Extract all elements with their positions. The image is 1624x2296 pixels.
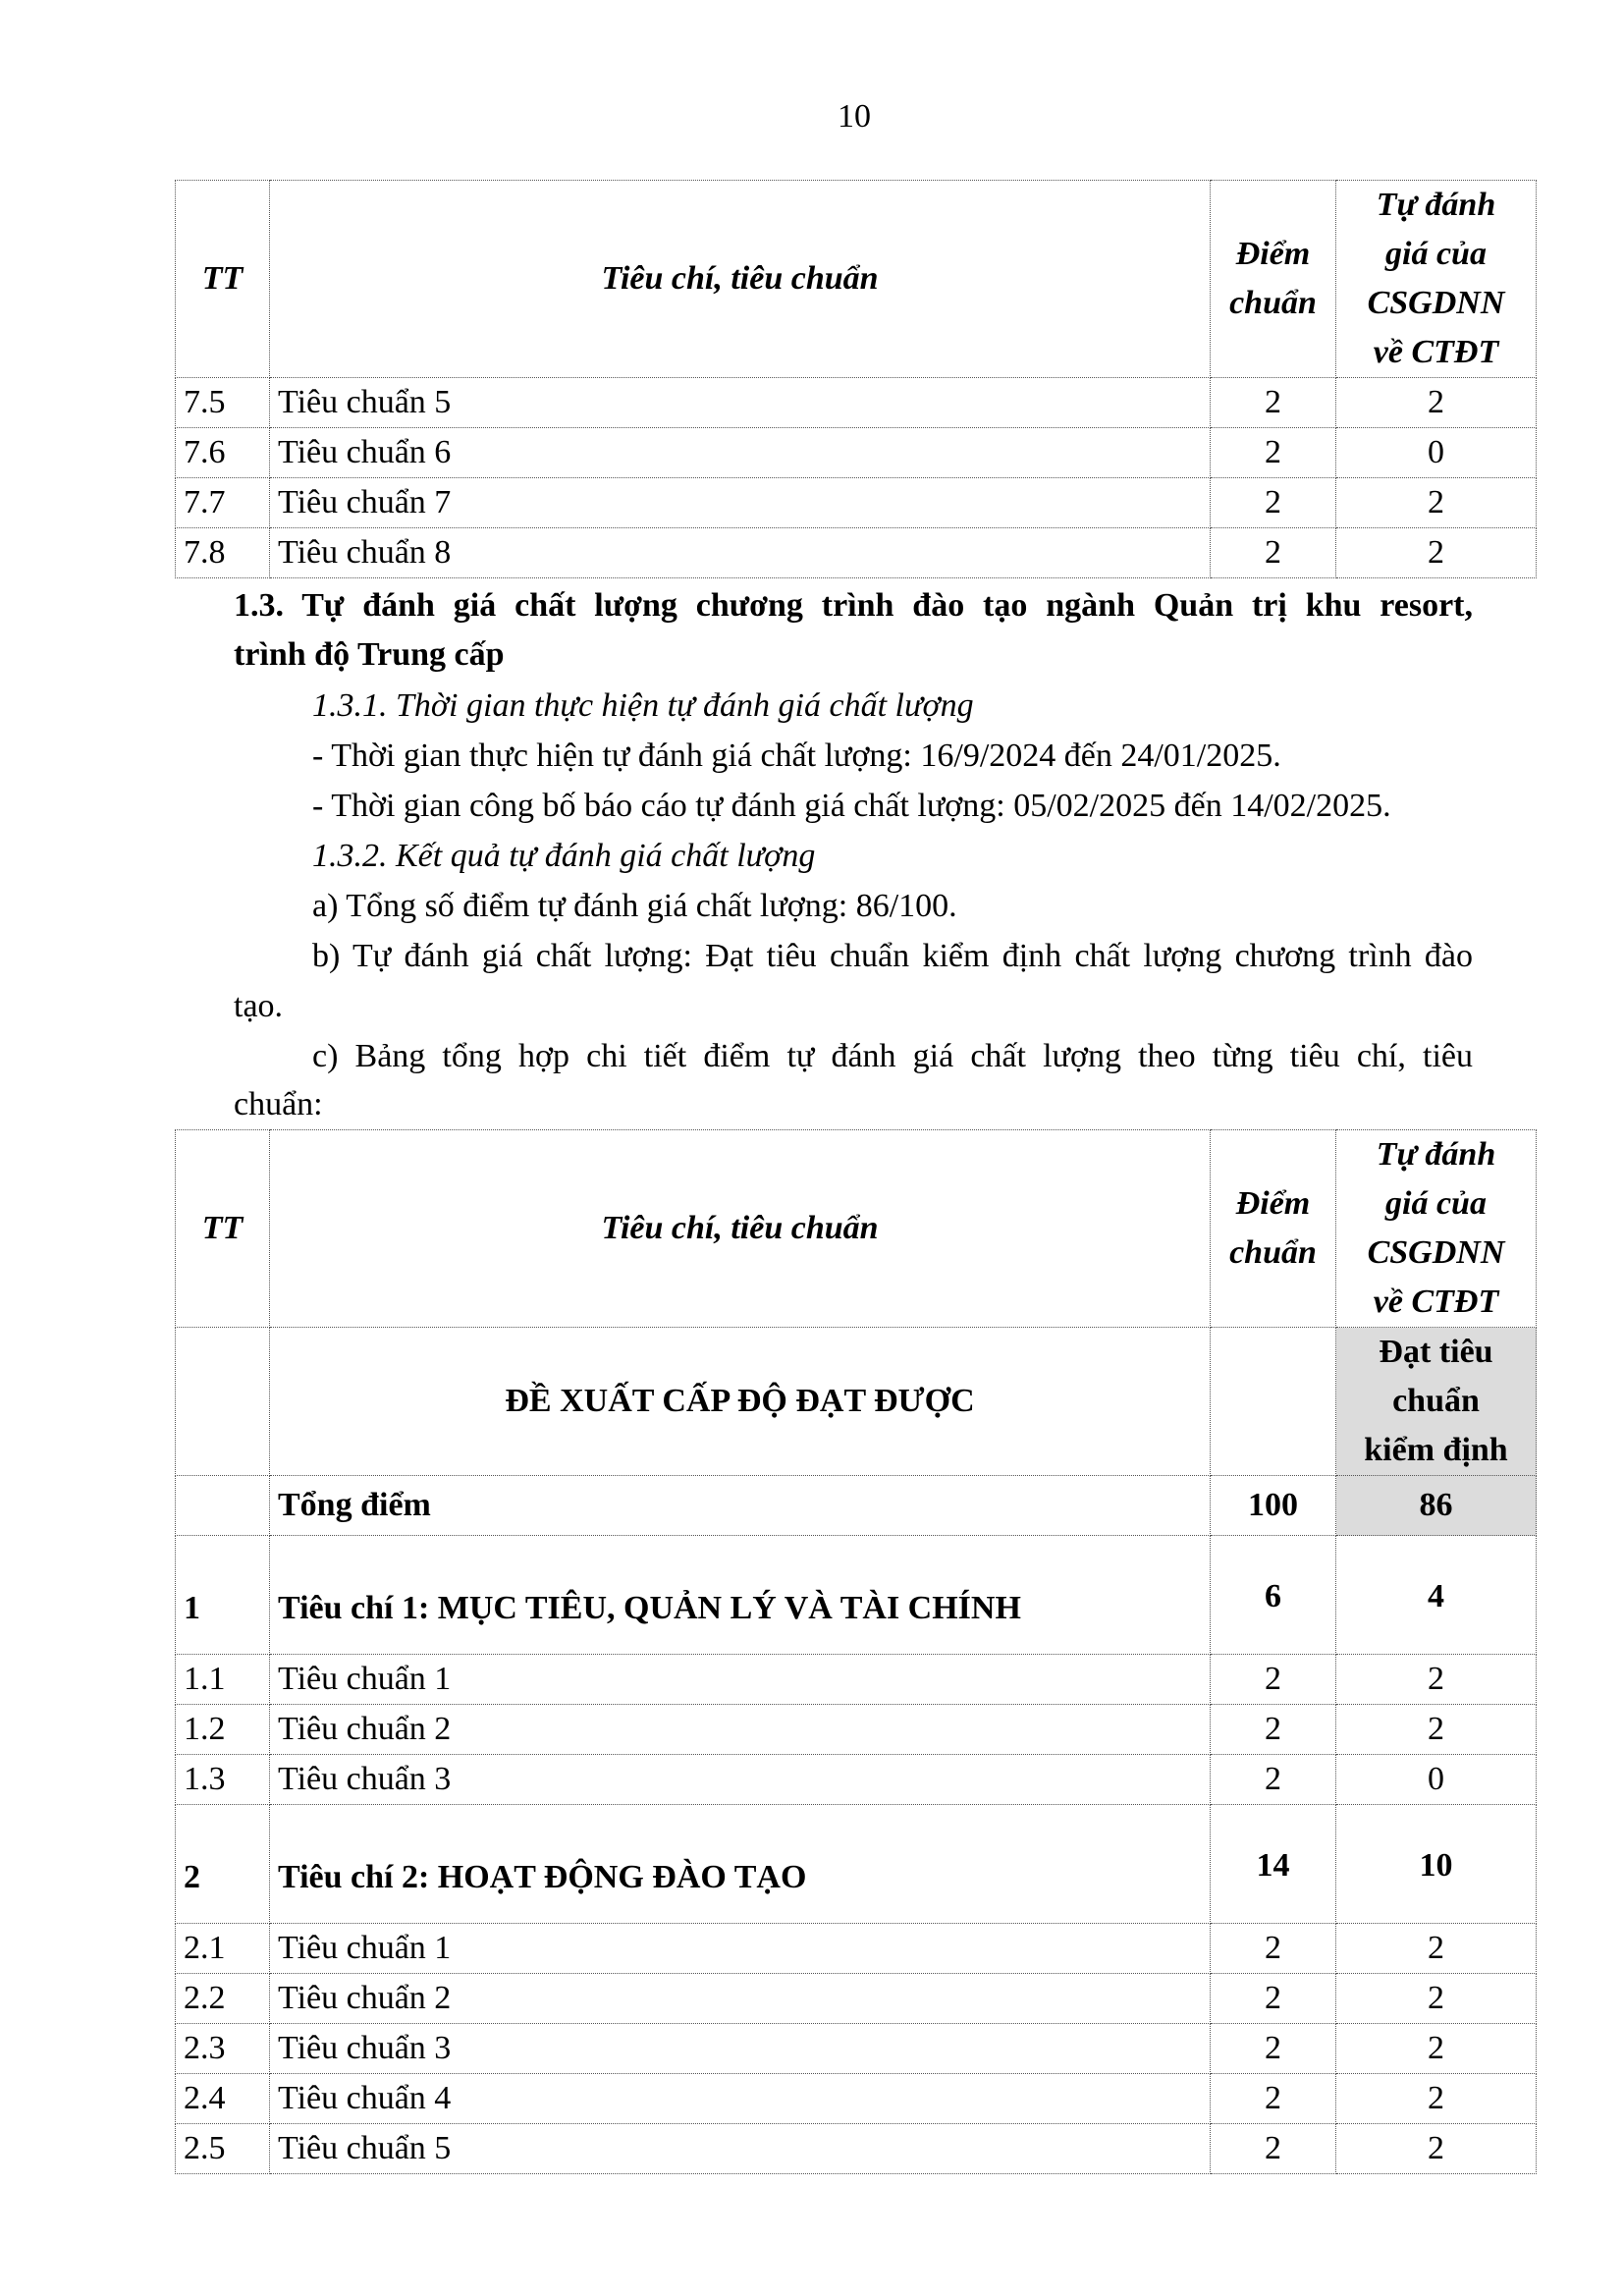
criteria-row — [176, 1805, 1537, 1924]
table-row — [176, 1924, 1537, 1974]
row-name: Tiêu chuẩn 8 — [270, 528, 1211, 578]
section-heading: 1.3. Tự đánh giá chất lượng chương trình đào tạo ngành Quản trị khu resort, — [234, 587, 1473, 624]
table-header-row — [176, 1130, 1537, 1328]
header-standard-score — [1211, 181, 1336, 378]
table-header-row — [176, 181, 1537, 378]
row-std: 2 — [1211, 1705, 1336, 1755]
row-self: 2 — [1336, 478, 1537, 528]
table-row — [176, 1655, 1537, 1705]
row-tt: 2.5 — [176, 2124, 270, 2174]
header-self-eval-line: CSGDNN — [1367, 1234, 1505, 1271]
table-row — [176, 1705, 1537, 1755]
proposal-value-line: Đạt tiêu — [1379, 1334, 1493, 1370]
proposal-label: ĐỀ XUẤT CẤP ĐỘ ĐẠT ĐƯỢC — [270, 1328, 1211, 1476]
row-tt: 1.1 — [176, 1655, 270, 1705]
row-self: 2 — [1336, 378, 1537, 428]
row-self: 2 — [1336, 528, 1537, 578]
row-name: Tiêu chuẩn 3 — [270, 2024, 1211, 2074]
row-std: 2 — [1211, 528, 1336, 578]
row-name: Tiêu chuẩn 5 — [270, 378, 1211, 428]
row-name: Tiêu chuẩn 4 — [270, 2074, 1211, 2124]
header-self-eval-line: Tự đánh — [1376, 187, 1496, 223]
row-std: 2 — [1211, 1974, 1336, 2024]
table-row — [176, 378, 1537, 428]
row-self: 2 — [1336, 2074, 1537, 2124]
score-table-continued — [175, 180, 1537, 578]
time-implementation: - Thời gian thực hiện tự đánh giá chất lượng: 16/9/2024 đến 24/01/2025. — [312, 738, 1281, 774]
proposal-tt — [176, 1328, 270, 1476]
item-b-cont: tạo. — [234, 988, 284, 1024]
total-label: Tổng điểm — [270, 1476, 1211, 1536]
table-row — [176, 2024, 1537, 2074]
row-name: Tiêu chuẩn 1 — [270, 1655, 1211, 1705]
row-name: Tiêu chuẩn 3 — [270, 1755, 1211, 1805]
criteria-row — [176, 1536, 1537, 1655]
header-tt: TT — [176, 1130, 270, 1328]
criteria-self: 4 — [1336, 1536, 1537, 1655]
subsection-result: 1.3.2. Kết quả tự đánh giá chất lượng — [312, 838, 816, 874]
total-self: 86 — [1336, 1476, 1537, 1536]
header-standard-score-line: chuẩn — [1229, 1234, 1317, 1271]
proposal-value — [1336, 1328, 1537, 1476]
row-tt: 7.5 — [176, 378, 270, 428]
row-std: 2 — [1211, 1655, 1336, 1705]
criteria-self: 10 — [1336, 1805, 1537, 1924]
table-row — [176, 1755, 1537, 1805]
criteria-name: Tiêu chí 2: HOẠT ĐỘNG ĐÀO TẠO — [270, 1805, 1211, 1924]
row-tt: 1.3 — [176, 1755, 270, 1805]
row-self: 2 — [1336, 2124, 1537, 2174]
row-self: 2 — [1336, 1705, 1537, 1755]
row-tt: 2.2 — [176, 1974, 270, 2024]
criteria-name: Tiêu chí 1: MỤC TIÊU, QUẢN LÝ VÀ TÀI CHÍNH — [270, 1536, 1211, 1655]
row-tt: 1.2 — [176, 1705, 270, 1755]
item-c-cont: chuẩn: — [234, 1086, 323, 1122]
header-self-eval — [1336, 1130, 1537, 1328]
row-std: 2 — [1211, 1755, 1336, 1805]
header-criteria: Tiêu chí, tiêu chuẩn — [270, 181, 1211, 378]
row-std: 2 — [1211, 2074, 1336, 2124]
header-self-eval-line: về CTĐT — [1373, 334, 1499, 370]
row-name: Tiêu chuẩn 7 — [270, 478, 1211, 528]
row-tt: 2.1 — [176, 1924, 270, 1974]
subsection-time: 1.3.1. Thời gian thực hiện tự đánh giá chất lượng — [312, 687, 974, 724]
header-standard-score-line: Điểm — [1235, 236, 1311, 272]
row-tt: 7.7 — [176, 478, 270, 528]
row-self: 2 — [1336, 1924, 1537, 1974]
table-row — [176, 2074, 1537, 2124]
header-self-eval-line: giá của — [1385, 236, 1487, 272]
row-self: 2 — [1336, 1655, 1537, 1705]
header-standard-score-line: chuẩn — [1229, 285, 1317, 321]
item-b: b) Tự đánh giá chất lượng: Đạt tiêu chuẩn kiểm định chất lượng chương trình đào — [312, 938, 1473, 974]
criteria-tt: 1 — [176, 1536, 270, 1655]
row-self: 2 — [1336, 2024, 1537, 2074]
proposal-row — [176, 1328, 1537, 1476]
header-self-eval-line: giá của — [1385, 1185, 1487, 1222]
row-self: 0 — [1336, 1755, 1537, 1805]
header-self-eval-line: CSGDNN — [1367, 285, 1505, 321]
row-tt: 2.4 — [176, 2074, 270, 2124]
proposal-value-line: kiểm định — [1364, 1432, 1508, 1468]
table-row — [176, 478, 1537, 528]
row-self: 0 — [1336, 428, 1537, 478]
proposal-value-line: chuẩn — [1392, 1383, 1480, 1419]
time-publication: - Thời gian công bố báo cáo tự đánh giá chất lượng: 05/02/2025 đến 14/02/2025. — [312, 788, 1391, 824]
header-self-eval — [1336, 181, 1537, 378]
item-c: c) Bảng tổng hợp chi tiết điểm tự đánh giá chất lượng theo từng tiêu chí, tiêu — [312, 1038, 1473, 1074]
header-tt: TT — [176, 181, 270, 378]
table-row — [176, 428, 1537, 478]
proposal-std — [1211, 1328, 1336, 1476]
row-name: Tiêu chuẩn 1 — [270, 1924, 1211, 1974]
row-name: Tiêu chuẩn 2 — [270, 1974, 1211, 2024]
total-std: 100 — [1211, 1476, 1336, 1536]
row-name: Tiêu chuẩn 6 — [270, 428, 1211, 478]
row-std: 2 — [1211, 2024, 1336, 2074]
row-std: 2 — [1211, 2124, 1336, 2174]
total-row — [176, 1476, 1537, 1536]
criteria-tt: 2 — [176, 1805, 270, 1924]
row-std: 2 — [1211, 428, 1336, 478]
row-std: 2 — [1211, 478, 1336, 528]
section-heading-cont: trình độ Trung cấp — [234, 636, 505, 673]
table-row — [176, 528, 1537, 578]
criteria-std: 6 — [1211, 1536, 1336, 1655]
row-tt: 7.6 — [176, 428, 270, 478]
header-self-eval-line: Tự đánh — [1376, 1136, 1496, 1173]
row-tt: 2.3 — [176, 2024, 270, 2074]
row-std: 2 — [1211, 378, 1336, 428]
score-table-resort — [175, 1129, 1537, 2174]
header-criteria: Tiêu chí, tiêu chuẩn — [270, 1130, 1211, 1328]
header-self-eval-line: về CTĐT — [1373, 1284, 1499, 1320]
header-standard-score — [1211, 1130, 1336, 1328]
item-a: a) Tổng số điểm tự đánh giá chất lượng: 86/100. — [312, 888, 957, 924]
total-tt — [176, 1476, 270, 1536]
row-name: Tiêu chuẩn 5 — [270, 2124, 1211, 2174]
row-name: Tiêu chuẩn 2 — [270, 1705, 1211, 1755]
header-standard-score-line: Điểm — [1235, 1185, 1311, 1222]
row-tt: 7.8 — [176, 528, 270, 578]
row-self: 2 — [1336, 1974, 1537, 2024]
table-row — [176, 2124, 1537, 2174]
row-std: 2 — [1211, 1924, 1336, 1974]
table-row — [176, 1974, 1537, 2024]
criteria-std: 14 — [1211, 1805, 1336, 1924]
page-number: 10 — [838, 98, 871, 135]
